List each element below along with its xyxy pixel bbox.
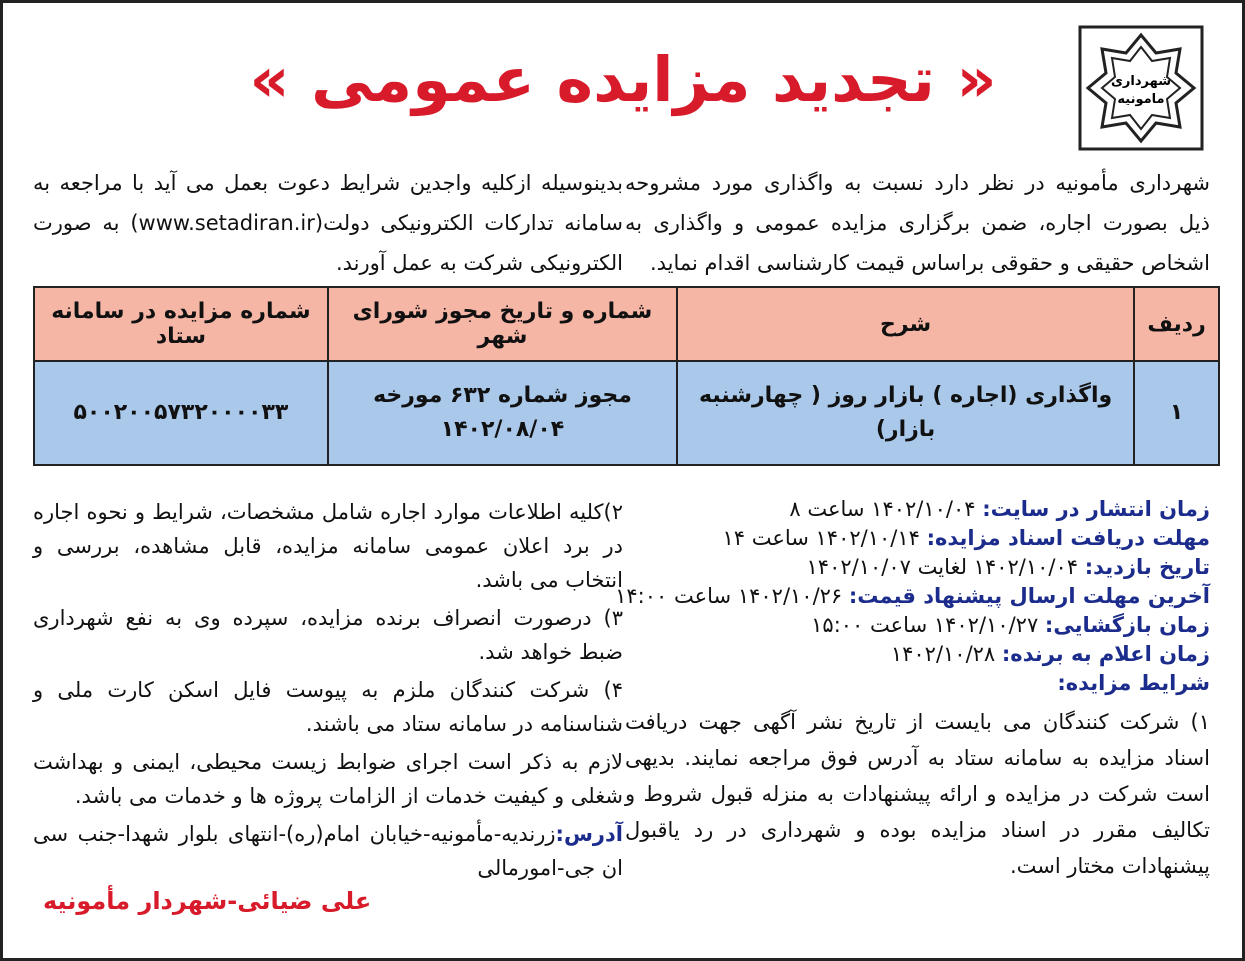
winner-row	[625, 640, 1210, 669]
deadline-value: ۱۴۰۲/۱۰/۲۶ ساعت ۱۴:۰۰	[615, 584, 843, 608]
intro-right: شهرداری مأمونیه در نظر دارد نسبت به واگذاری مورد مشروحه ذیل بصورت اجاره، ضمن برگزاری مزایده عمومی و واگذاری به اشخاص حقیقی و حقوقی براساس قیمت کارشناسی اقدام نماید.	[625, 171, 1210, 275]
address-label: آدرس:	[555, 822, 623, 846]
opening-label: زمان بازگشایی:	[1044, 613, 1210, 637]
visit-label: تاریخ بازدید:	[1084, 555, 1210, 579]
permit-line1: مجوز شماره ۶۳۲ مورخه	[373, 383, 632, 408]
schedule-section	[615, 495, 1210, 884]
opening-row	[625, 611, 1210, 640]
permit-line2: ۱۴۰۲/۰۸/۰۴	[440, 417, 565, 442]
header-index: ردیف	[1134, 287, 1219, 361]
cell-index: ۱	[1134, 361, 1219, 465]
logo-line1: شهرداری	[1111, 74, 1171, 89]
intro-left: بدینوسیله ازکلیه واجدین شرایط دعوت بعمل می آید با مراجعه به سامانه تدارکات الکترونیکی دولت(www.setadiran.ir) به صورت الکترونیکی شرکت به عمل آورند.	[33, 171, 623, 275]
header-permit: شماره و تاریخ مجوز شورای شهر	[328, 287, 677, 361]
address	[33, 817, 623, 885]
header-auction-number: شماره مزایده در سامانه ستاد	[34, 287, 328, 361]
note-text: لازم به ذکر است اجرای ضوابط زیست محیطی، ایمنی و بهداشت شغلی و کیفیت خدمات از الزامات پروژه ها و خدمات می باشد.	[33, 750, 623, 808]
winner-label: زمان اعلام به برنده:	[1001, 642, 1210, 666]
opening-value: ۱۴۰۲/۱۰/۲۷ ساعت ۱۵:۰۰	[811, 613, 1039, 637]
deadline-label: آخرین مهلت ارسال پیشنهاد قیمت:	[848, 584, 1210, 608]
table-row	[34, 361, 1219, 465]
cell-auction-number: ۵۰۰۲۰۰۵۷۳۲۰۰۰۰۳۳	[34, 361, 328, 465]
cell-permit	[328, 361, 677, 465]
condition-1: ۱) شرکت کنندگان می بایست از تاریخ نشر آگهی جهت دریافت اسناد مزایده به سامانه ستاد به آدرس فوق مراجعه نمایند. بدیهی است شرکت در مزایده و ارائه پیشنهادات به منزله قبول شروط و تکالیف مقرر در اسناد مزایده بوده و شهرداری در رد یاقبول پیشنهادات مختار است.	[625, 710, 1210, 878]
header-description: شرح	[677, 287, 1134, 361]
municipality-logo	[1076, 23, 1206, 153]
docs-row	[625, 524, 1210, 553]
logo-line2: مامونیه	[1117, 92, 1165, 107]
address-value: زرندیه-مأمونیه-خیابان امام(ره)-انتهای بلوار شهدا-جنب سی ان جی-امورمالی	[33, 822, 623, 880]
table-header-row	[34, 287, 1219, 361]
visit-row	[625, 553, 1210, 582]
cell-description: واگذاری (اجاره ) بازار روز ( چهارشنبه بازار)	[677, 361, 1134, 465]
visit-value: ۱۴۰۲/۱۰/۰۴ لغایت ۱۴۰۲/۱۰/۰۷	[806, 555, 1079, 579]
condition-2: ۲)کلیه اطلاعات موارد اجاره شامل مشخصات، شرایط و نحوه اجاره در برد اعلان عمومی سامانه مزایده، قابل مشاهده، بررسی و انتخاب می باشد.	[33, 500, 623, 592]
docs-value: ۱۴۰۲/۱۰/۱۴ ساعت ۱۴	[722, 526, 920, 550]
condition-4: ۴) شرکت کنندگان ملزم به پیوست فایل اسکن کارت ملی و شناسنامه در سامانه ستاد می باشند.	[33, 678, 623, 736]
docs-label: مهلت دریافت اسناد مزایده:	[926, 526, 1210, 550]
winner-value: ۱۴۰۲/۱۰/۲۸	[890, 642, 996, 666]
conditions-section	[33, 495, 623, 889]
deadline-row	[615, 582, 1210, 611]
page-title: « تجدید مزایده عمومی »	[249, 43, 997, 116]
publish-label: زمان انتشار در سایت:	[982, 497, 1210, 521]
conditions-heading: شرایط مزایده:	[1057, 671, 1210, 695]
signature: علی ضیائی-شهردار مأمونیه	[43, 887, 372, 915]
condition-3: ۳) درصورت انصراف برنده مزایده، سپرده وی به نفع شهرداری ضبط خواهد شد.	[33, 606, 623, 664]
publish-value: ۱۴۰۲/۱۰/۰۴ ساعت ۸	[789, 497, 976, 521]
publish-row	[625, 495, 1210, 524]
auction-table	[33, 286, 1220, 466]
